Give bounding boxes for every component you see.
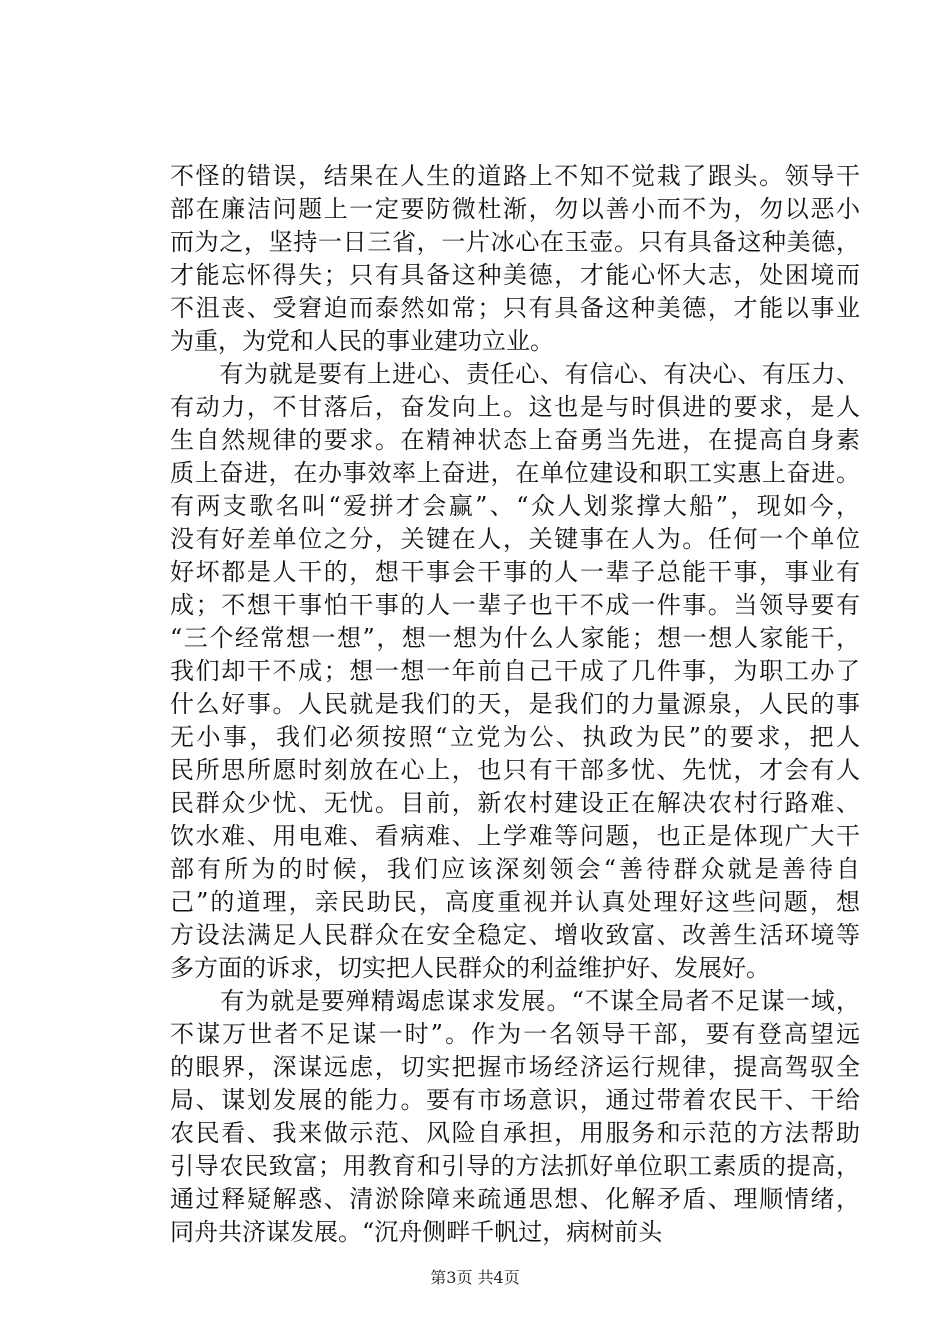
text-line: 什么好事。人民就是我们的天，是我们的力量源泉，人民的事: [170, 690, 860, 718]
text-line: 我们却干不成；想一想一年前自己干成了几件事，为职工办了: [170, 657, 860, 685]
text-line: “三个经常想一想”，想一想为什么人家能；想一想人家能干，: [170, 624, 860, 652]
text-line: 生自然规律的要求。在精神状态上奋勇当先进，在提高自身素: [170, 426, 860, 454]
text-line: 不沮丧、受窘迫而泰然如常；只有具备这种美德，才能以事业: [170, 294, 860, 322]
text-line: 方设法满足人民群众在安全稳定、增收致富、改善生活环境等: [170, 921, 860, 949]
text-line: 不怪的错误，结果在人生的道路上不知不觉栽了跟头。领导干: [170, 162, 860, 190]
text-line: 有为就是要殚精竭虑谋求发展。“不谋全局者不足谋一域，: [170, 987, 860, 1015]
body-text: [170, 160, 860, 1249]
text-line: 没有好差单位之分，关键在人，关键事在人为。任何一个单位: [170, 525, 860, 553]
text-line: 部有所为的时候，我们应该深刻领会“善待群众就是善待自: [170, 855, 860, 883]
text-line: 多方面的诉求，切实把人民群众的利益维护好、发展好。: [170, 954, 770, 982]
text-line: 同舟共济谋发展。“沉舟侧畔千帆过，病树前头: [170, 1218, 663, 1246]
text-line: 局、谋划发展的能力。要有市场意识，通过带着农民干、干给: [170, 1086, 860, 1114]
text-line: 农民看、我来做示范、风险自承担，用服务和示范的方法帮助: [170, 1119, 860, 1147]
text-line: 而为之，坚持一日三省，一片冰心在玉壶。只有具备这种美德，: [170, 228, 860, 256]
text-line: 不谋万世者不足谋一时”。作为一名领导干部，要有登高望远: [170, 1020, 860, 1048]
text-line: 的眼界，深谋远虑，切实把握市场经济运行规律，提高驾驭全: [170, 1053, 860, 1081]
text-line: 无小事，我们必须按照“立党为公、执政为民”的要求，把人: [170, 723, 860, 751]
text-line: 引导农民致富；用教育和引导的方法抓好单位职工素质的提高，: [170, 1152, 860, 1180]
text-line: 为重，为党和人民的事业建功立业。: [170, 327, 554, 355]
text-line: 通过释疑解惑、清淤除障来疏通思想、化解矛盾、理顺情绪，: [170, 1185, 860, 1213]
text-line: 成；不想干事怕干事的人一辈子也干不成一件事。当领导要有: [170, 591, 860, 619]
text-line: 部在廉洁问题上一定要防微杜渐，勿以善小而不为，勿以恶小: [170, 195, 860, 223]
text-line: 民群众少忧、无忧。目前，新农村建设正在解决农村行路难、: [170, 789, 860, 817]
page-footer: 第3页 共4页: [430, 1268, 520, 1287]
text-line: 好坏都是人干的，想干事会干事的人一辈子总能干事，事业有: [170, 558, 860, 586]
text-line: 才能忘怀得失；只有具备这种美德，才能心怀大志，处困境而: [170, 261, 860, 289]
text-line: 己”的道理，亲民助民，高度重视并认真处理好这些问题，想: [170, 888, 860, 916]
text-line: 质上奋进，在办事效率上奋进，在单位建设和职工实惠上奋进。: [170, 459, 860, 487]
text-line: 民所思所愿时刻放在心上，也只有干部多忧、先忧，才会有人: [170, 756, 860, 784]
text-line: 有为就是要有上进心、责任心、有信心、有决心、有压力、: [170, 360, 860, 388]
text-line: 有动力，不甘落后，奋发向上。这也是与时俱进的要求，是人: [170, 393, 860, 421]
text-line: 饮水难、用电难、看病难、上学难等问题，也正是体现广大干: [170, 822, 860, 850]
text-line: 有两支歌名叫“爱拼才会赢”、“众人划浆撑大船”，现如今，: [170, 492, 860, 520]
